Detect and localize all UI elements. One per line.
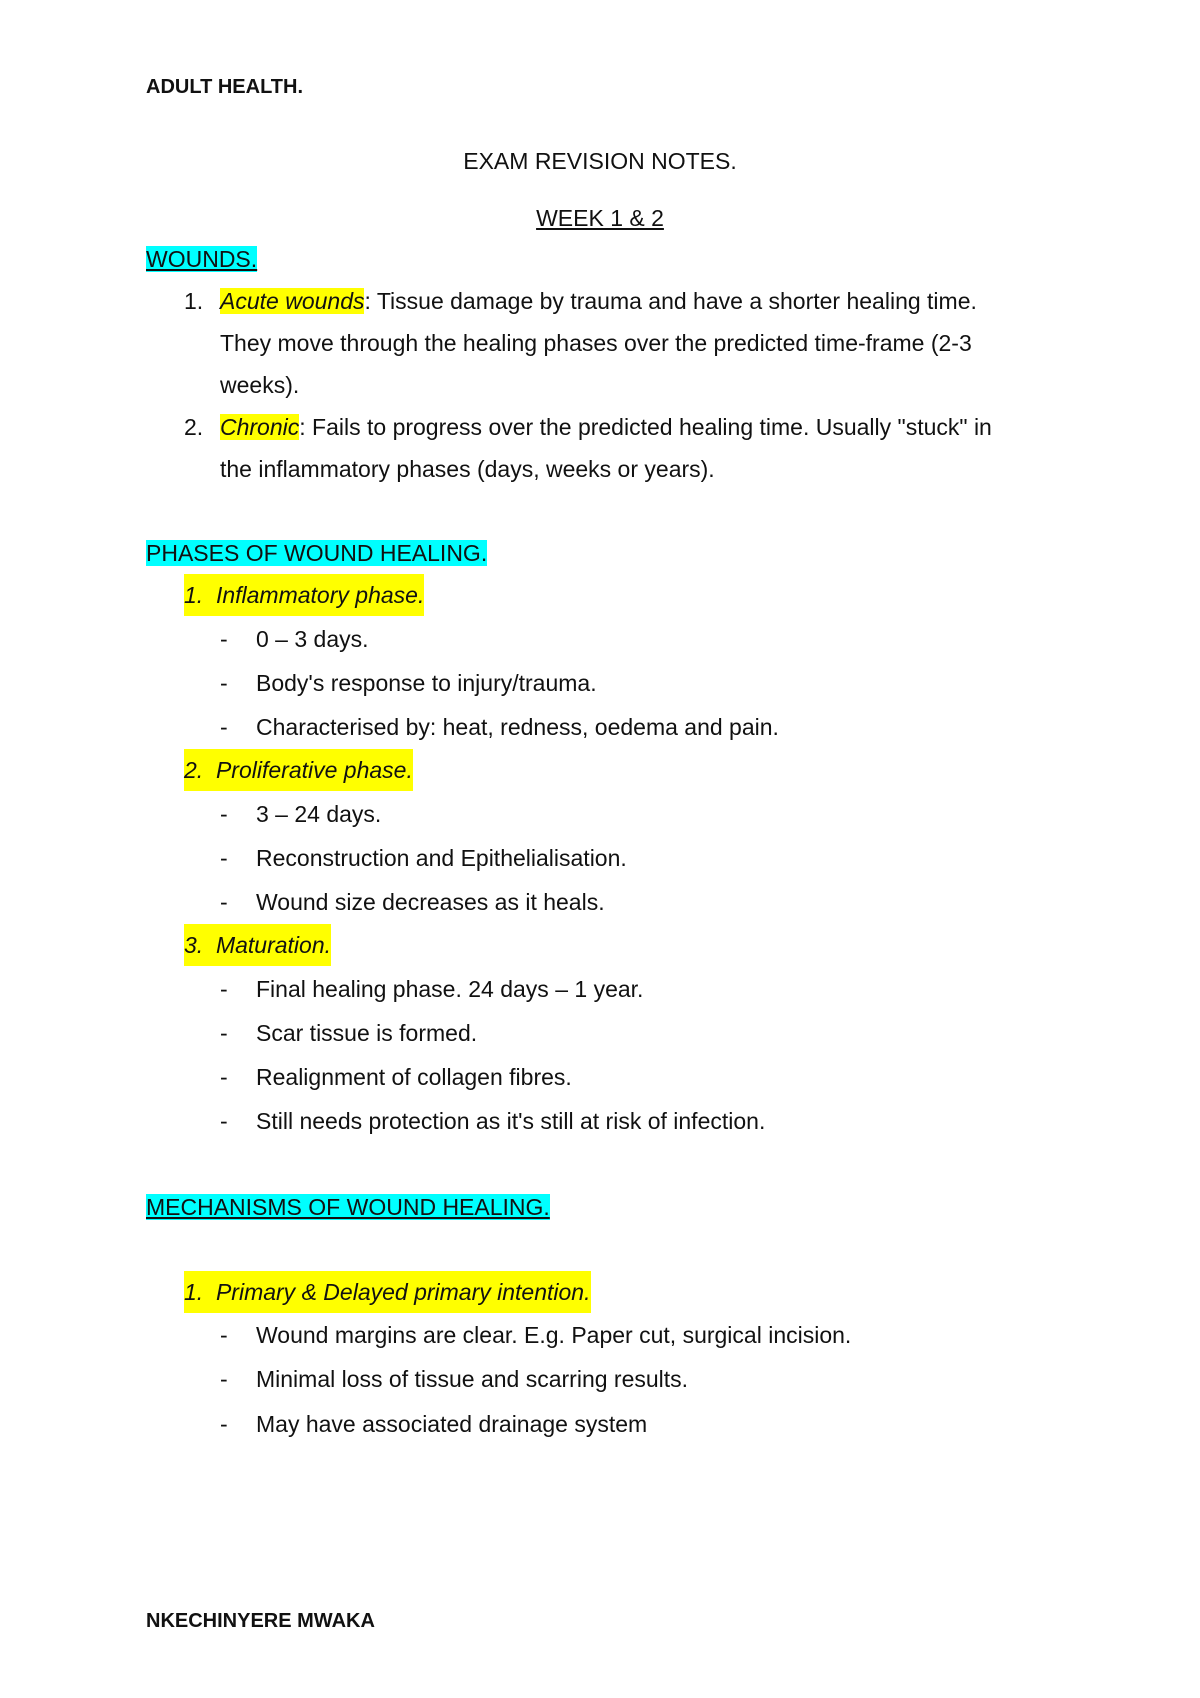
list-item <box>0 1403 1200 1445</box>
phase-title-maturation <box>0 924 1200 966</box>
bullet-text: Reconstruction and Epithelialisation. <box>256 845 627 871</box>
phases-heading <box>146 532 487 574</box>
wound-item-number: 1. <box>184 288 204 314</box>
dash-marker: - <box>220 714 228 740</box>
wound-term: Acute wounds <box>220 288 365 314</box>
mechanisms-heading-text: MECHANISMS OF WOUND HEALING. <box>146 1194 550 1220</box>
list-item <box>0 881 1200 923</box>
dash-marker: - <box>220 1411 228 1437</box>
wound-item-chronic-line2 <box>0 448 1200 490</box>
wound-description: They move through the healing phases over the predicted time-frame (2-3 <box>220 330 972 356</box>
wound-item-acute <box>0 280 1200 322</box>
list-item <box>0 837 1200 879</box>
wound-term: Chronic <box>220 414 300 440</box>
wound-description: : Tissue damage by trauma and have a shorter healing time. <box>364 288 977 314</box>
dash-marker: - <box>220 670 228 696</box>
wound-item-chronic <box>0 406 1200 448</box>
mechanism-title-primary <box>0 1271 1200 1313</box>
list-item <box>0 1100 1200 1142</box>
list-item <box>0 968 1200 1010</box>
list-item <box>0 662 1200 704</box>
dash-marker: - <box>220 1020 228 1046</box>
bullet-text: Still needs protection as it's still at risk of infection. <box>256 1108 766 1134</box>
list-item <box>0 793 1200 835</box>
week-heading-text: WEEK 1 & 2 <box>536 205 664 231</box>
phase-title-proliferative <box>0 749 1200 791</box>
course-header: ADULT HEALTH. <box>146 76 304 98</box>
author-footer: NKECHINYERE MWAKA <box>146 1610 375 1632</box>
dash-marker: - <box>220 801 228 827</box>
dash-marker: - <box>220 1064 228 1090</box>
bullet-text: Final healing phase. 24 days – 1 year. <box>256 976 644 1002</box>
dash-marker: - <box>220 626 228 652</box>
list-item <box>0 706 1200 748</box>
bullet-text: Characterised by: heat, redness, oedema and pain. <box>256 714 779 740</box>
bullet-text: May have associated drainage system <box>256 1411 648 1437</box>
dash-marker: - <box>220 889 228 915</box>
mechanisms-heading <box>146 1186 550 1228</box>
page-title <box>0 140 1200 182</box>
bullet-text: 0 – 3 days. <box>256 626 369 652</box>
wounds-heading-text: WOUNDS. <box>146 246 258 272</box>
bullet-text: 3 – 24 days. <box>256 801 382 827</box>
phase-label: 1. Inflammatory phase. <box>184 574 424 616</box>
week-heading <box>0 197 1200 239</box>
wound-description: weeks). <box>220 372 300 398</box>
list-item <box>0 1012 1200 1054</box>
list-item <box>0 618 1200 660</box>
list-item <box>0 1056 1200 1098</box>
bullet-text: Body's response to injury/trauma. <box>256 670 597 696</box>
bullet-text: Scar tissue is formed. <box>256 1020 478 1046</box>
phase-label: 2. Proliferative phase. <box>184 749 413 791</box>
mechanism-label: 1. Primary & Delayed primary intention. <box>184 1271 591 1313</box>
page-title-text: EXAM REVISION NOTES. <box>463 148 737 174</box>
phase-title-inflammatory <box>0 574 1200 616</box>
dash-marker: - <box>220 976 228 1002</box>
wound-item-number: 2. <box>184 414 204 440</box>
list-item <box>0 1314 1200 1356</box>
wound-description: the inflammatory phases (days, weeks or years). <box>220 456 715 482</box>
dash-marker: - <box>220 1322 228 1348</box>
wound-item-acute-line2 <box>0 322 1200 364</box>
dash-marker: - <box>220 1108 228 1134</box>
phase-label: 3. Maturation. <box>184 924 331 966</box>
wound-item-acute-line3 <box>0 364 1200 406</box>
bullet-text: Wound margins are clear. E.g. Paper cut, surgical incision. <box>256 1322 852 1348</box>
bullet-text: Minimal loss of tissue and scarring results. <box>256 1366 689 1392</box>
wound-description: : Fails to progress over the predicted healing time. Usually "stuck" in <box>299 414 992 440</box>
list-item <box>0 1358 1200 1400</box>
bullet-text: Wound size decreases as it heals. <box>256 889 605 915</box>
phases-heading-text: PHASES OF WOUND HEALING. <box>146 540 488 566</box>
bullet-text: Realignment of collagen fibres. <box>256 1064 572 1090</box>
dash-marker: - <box>220 845 228 871</box>
dash-marker: - <box>220 1366 228 1392</box>
wounds-heading <box>146 238 257 280</box>
